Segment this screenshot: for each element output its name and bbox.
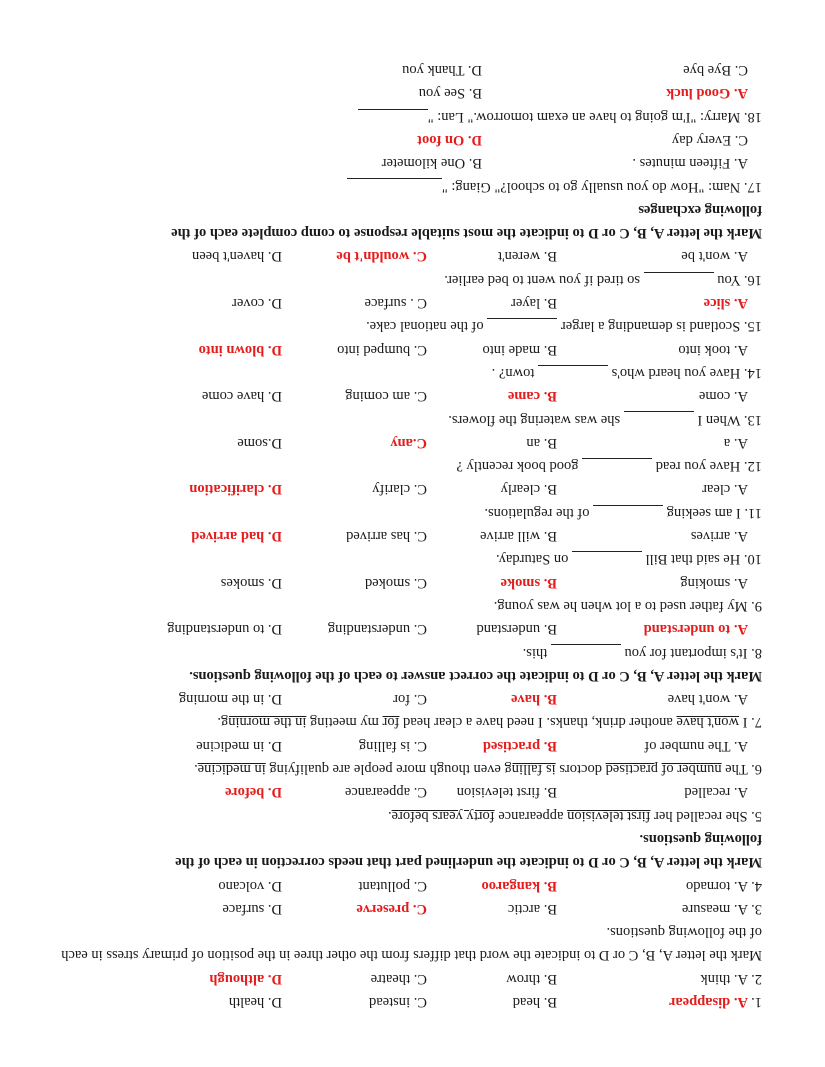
option-d: D. cover [232,295,282,312]
question-6-stem: 6. The number of practised doctors is falling even though more people are qualifying in medicine. [194,761,762,778]
section-heading-error-cont: following questions. [639,830,762,847]
option-a: A. slice [703,295,748,312]
option-c: C. wouldn't be [336,248,427,265]
option-b: B. See you [418,85,482,102]
answer-blank [624,411,694,426]
question-13-stem: 13. When I she was watering the flowers. [448,411,762,428]
question-18-options-ab [62,81,762,104]
option-c: C. smoked [364,574,427,591]
option-a: A. tornado [685,877,748,894]
worksheet-content [62,58,762,1013]
question-11-stem: 11. I am seeking of the regulations. [484,504,762,521]
option-b: B. throw [506,970,557,987]
option-b: B. weren't [498,248,557,265]
option-b: B. practised [482,737,557,754]
section-heading-exchange-cont: following exchanges [638,201,762,218]
correct-answer: disappear [669,994,731,1010]
option-d: D. health [228,994,282,1010]
question-15-stem: 15. Scotland is demanding a larger of the national cake. [366,318,762,335]
option-d: D. to understanding [167,621,282,638]
correct-answer: kangaroo [481,877,541,894]
question-18-stem: 18. Marry: "I'm going to have an exam tomorrow." Lan: " [62,104,762,127]
option-b: B. understand [476,621,557,638]
question-16-options [62,244,762,267]
question-number: 2. [751,970,762,987]
option-c: C. understanding [327,621,427,638]
option-c: C. appearance [344,784,427,801]
option-a: A. won't be [681,248,748,265]
question-15-options [62,291,762,314]
question-5-options [62,780,762,803]
option-a: A. smoking [680,574,748,591]
option-b: B. kangaroo [481,877,557,894]
correct-answer: have [511,691,541,708]
correct-answer: any [390,434,413,451]
option-d: D. clarification [189,481,282,498]
option-d: D. in medicine [196,737,282,754]
question-14-stem: 14. Have you heard who's town? . [491,364,762,381]
option-a: A. won't have [667,691,748,708]
correct-answer: wouldn't be [336,248,410,265]
correct-answer: slice [703,295,731,312]
option-c: C. instead [369,994,427,1010]
question-number: 1. [751,994,762,1010]
option-c: C. for [393,691,427,708]
option-a: A. arrives [690,528,748,545]
question-8-stem: 8. It's important for you this. [522,644,762,661]
option-a: A. come [698,388,748,405]
option-b: B. head [512,994,557,1010]
correct-answer: Good luck [666,85,731,102]
answer-blank [644,272,714,287]
option-a: A. clear [702,481,748,498]
question-1 [62,990,762,1013]
option-a: A. recalled [684,784,748,801]
question-10-options [62,524,762,547]
option-b: B. clearly [500,481,557,498]
correct-answer: blown into [198,341,265,358]
answer-blank [572,551,642,566]
question-number: 3. [751,900,762,917]
option-d: D. in the morning [178,691,282,708]
option-c: C. Every day [671,132,748,149]
correct-answer: had arrived [191,528,265,545]
question-14-options [62,337,762,360]
correct-answer: before [225,784,265,801]
question-16-stem: 16. You so tired if you went to bed earlier. [444,271,762,288]
option-a: A. The number of [644,737,748,754]
option-a: A. took into [678,341,748,358]
option-c: C. is falling [358,737,427,754]
option-c: C. am coming [345,388,427,405]
option-a: A. a [723,434,748,451]
correct-answer: smoke [500,574,541,591]
answer-blank [487,318,557,333]
question-11-options [62,477,762,500]
stress-instruction: Mark the letter A, B, C or D to indicate the word that differs from the other three in the position of primary stress in each of the following questions. [61,924,762,964]
answer-blank [551,644,621,659]
correct-answer: On foot [417,132,465,149]
option-d: D. before [225,784,282,801]
option-b: B. have [511,691,557,708]
option-a: A. think [700,970,748,987]
option-b: B. will arrive [480,528,557,545]
option-b: B. smoke [500,574,557,591]
question-9-stem: 9. My father used to a lot when he was young. [493,597,762,614]
question-13-options [62,384,762,407]
question-10-stem: 10. He said that Bill on Saturday. [496,551,762,568]
option-c: C. Bye bye [683,62,748,79]
option-c: C. theatre [370,970,427,987]
option-b: B. an [526,434,557,451]
option-b: B. arctic [507,900,557,917]
option-c: C.any [390,434,427,451]
question-7-options [62,687,762,710]
option-d: D. volcano [218,877,282,894]
question-17-stem: 17. Nam: "How do you usually go to school?" Giang: " [62,174,762,197]
answer-blank [582,458,652,473]
correct-answer: practised [482,737,541,754]
option-b: B. made into [482,341,557,358]
question-2 [62,966,762,989]
question-12-options [62,431,762,454]
option-d: D. haven't been [192,248,282,265]
correct-answer: came [507,388,541,405]
option-c: C. clarify [372,481,427,498]
answer-blank [538,365,608,380]
option-b: B. came [507,388,557,405]
question-5-stem: 5. She recalled her first television appearance forty years before. [387,807,762,824]
option-d: D. had arrived [191,528,282,545]
option-a: A. Fifteen minutes . [632,155,748,172]
section-heading-exchange: Mark the letter A, B, C or D to indicate the most suitable response to comp complete each of the [171,225,762,242]
option-d: D. smokes [220,574,282,591]
option-d: D. have come [201,388,282,405]
correct-answer: clarification [189,481,265,498]
option-b: B. One kilometer [381,155,482,172]
correct-answer: although [209,970,265,987]
option-c: C. pollutant [358,877,427,894]
question-18-options-cd [62,58,762,81]
question-4 [62,873,762,896]
question-9-options [62,570,762,593]
option-c: C . surface [364,295,427,312]
question-6-options [62,733,762,756]
option-d: D. although [209,970,282,987]
option-c: C. bumped into [337,341,427,358]
answer-blank [593,505,663,520]
option-a: A. measure [681,900,748,917]
question-17-options-ab [62,151,762,174]
question-7-stem: 7. I won't have another drink, thanks. I need have a clear head for my meeting in the morning. [217,714,762,731]
question-17-options-cd [62,128,762,151]
section-heading-answer: Mark the letter A, B, C or D to indicate the correct answer to each of the following questions. [189,667,762,684]
option-b: B. layer [511,295,557,312]
option-d: D. On foot [417,132,482,149]
option-d: D. surface [222,900,282,917]
option-a: A. Good luck [666,85,748,102]
answer-blank [347,178,442,193]
answer-blank [358,109,428,124]
section-heading-error: Mark the letter A, B, C or D to indicate the underlined part that needs correction in each of the [175,854,762,871]
question-12-stem: 12. Have you read good book recently ? [456,458,762,475]
option-a: A. to understand [643,621,748,638]
option-d: D. Thank you [402,62,482,79]
correct-answer: preserve [356,900,410,917]
question-number: 4. [751,877,762,894]
question-3 [62,897,762,920]
option-c: C. preserve [356,900,427,917]
correct-answer: to understand [643,621,731,638]
option-a: A. disappear [669,994,748,1010]
question-8-options [62,617,762,640]
option-d: D. blown into [198,341,282,358]
option-d: D.some [237,434,282,451]
option-b: B. first television [456,784,557,801]
option-c: C. has arrived [346,528,427,545]
